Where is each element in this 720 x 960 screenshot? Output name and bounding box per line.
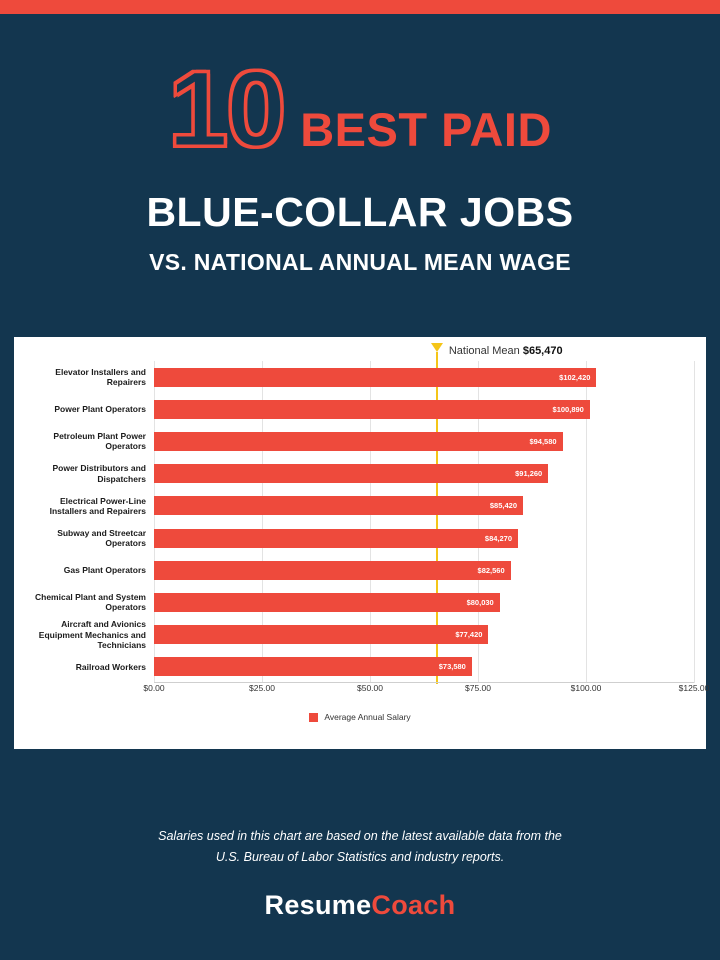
headline-text: BEST PAID	[300, 103, 552, 156]
bar-row	[54, 393, 694, 425]
brand-part-2: Coach	[371, 890, 456, 920]
x-axis-tick-label: $25.00	[249, 683, 275, 693]
bar-category-label: Power Distributors and Dispatchers	[52, 463, 146, 484]
bar-rows	[34, 361, 694, 683]
bar	[154, 593, 500, 612]
brand-logo	[0, 890, 720, 921]
bar-row	[53, 425, 694, 457]
bar-value-label: $80,030	[466, 597, 494, 607]
mean-annotation-value: $65,470	[522, 345, 563, 357]
bar-value-label: $82,560	[477, 565, 505, 575]
bar-category-label: Petroleum Plant Power Operators	[53, 431, 146, 452]
title-row	[0, 48, 720, 169]
bar-row	[55, 361, 694, 393]
bar	[154, 464, 548, 483]
x-axis-tick-label: $125.00	[678, 683, 710, 693]
legend-label: Average Annual Salary	[324, 712, 411, 722]
bar-value-label: $100,890	[552, 404, 584, 414]
bar-row	[75, 651, 694, 683]
bar	[154, 625, 488, 644]
headline-number: 10	[168, 48, 285, 169]
bar-row	[49, 490, 694, 522]
legend-swatch-icon	[309, 713, 318, 722]
bar-category-label: Elevator Installers and Repairers	[55, 366, 146, 388]
chart	[14, 337, 710, 749]
page-title: BLUE-COLLAR JOBS	[146, 189, 574, 235]
bar	[154, 657, 472, 676]
x-axis-tick-label: $0.00	[143, 683, 165, 693]
x-axis-tick-label: $75.00	[465, 683, 491, 693]
bar	[154, 368, 596, 387]
bar-row	[52, 458, 694, 490]
bar-value-label: $73,580	[438, 662, 466, 672]
bar-category-label: Aircraft and Avionics Equipment Mechanics and Technicians	[38, 619, 146, 650]
bar-row	[38, 619, 694, 651]
page-subtitle: VS. NATIONAL ANNUAL MEAN WAGE	[149, 249, 571, 275]
mean-annotation-prefix: National Mean	[448, 345, 523, 357]
gridline	[694, 361, 695, 683]
chart-card	[14, 337, 710, 749]
x-axis	[143, 683, 710, 699]
bar	[154, 400, 590, 419]
x-axis-tick-label: $100.00	[570, 683, 602, 693]
footnote	[0, 826, 720, 869]
bar-category-label: Gas Plant Operators	[63, 565, 146, 576]
bar	[154, 529, 518, 548]
bar	[154, 496, 523, 515]
brand-part-1: Resume	[264, 890, 372, 920]
bar-category-label: Railroad Workers	[75, 661, 146, 672]
mean-arrow-icon	[431, 343, 443, 352]
bar-value-label: $94,580	[529, 436, 557, 446]
bar-category-label: Subway and Streetcar Operators	[57, 527, 146, 549]
bar-category-label: Power Plant Operators	[54, 404, 146, 415]
bar-category-label: Chemical Plant and System Operators	[34, 592, 146, 613]
bar	[154, 432, 563, 451]
footnote-line-1: Salaries used in this chart are based on the latest available data from the	[158, 829, 562, 843]
mean-annotation	[449, 345, 563, 357]
legend	[14, 712, 706, 722]
bar-row	[63, 554, 694, 586]
bar	[154, 561, 511, 580]
footnote-line-2: U.S. Bureau of Labor Statistics and industry reports.	[215, 850, 505, 865]
bar-value-label: $77,420	[455, 630, 483, 640]
bar-value-label: $102,420	[559, 372, 591, 382]
bar-category-label: Electrical Power-Line Installers and Repairers	[49, 495, 146, 516]
bar-value-label: $91,260	[515, 469, 543, 479]
bar-row	[34, 586, 694, 618]
header	[0, 48, 720, 276]
top-accent-bar	[0, 0, 720, 14]
bar-row	[57, 522, 694, 554]
plot-area	[34, 361, 694, 683]
x-axis-tick-label: $50.00	[357, 683, 383, 693]
bar-value-label: $85,420	[489, 501, 517, 511]
bar-value-label: $84,270	[484, 533, 513, 543]
